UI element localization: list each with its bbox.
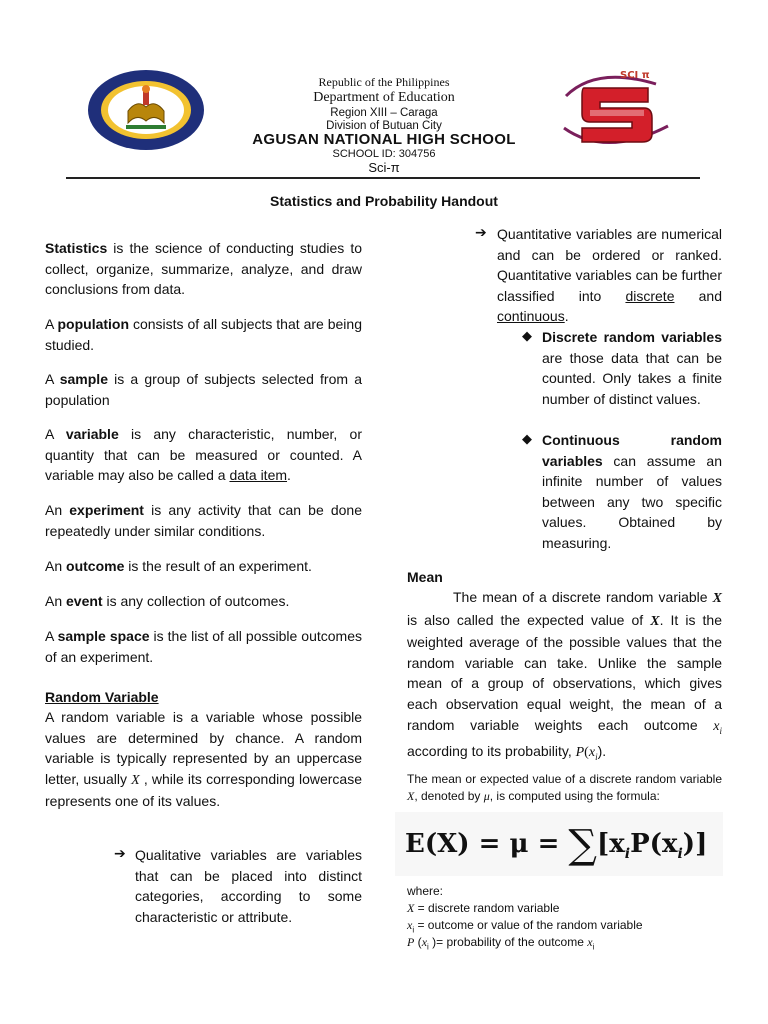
definition-experiment [45, 500, 362, 541]
definition-text: is the result of an experiment. [124, 558, 312, 574]
sci-pi-logo-text: SCI π [620, 70, 650, 81]
diamond-bullet-icon: ◆ [522, 431, 532, 446]
probability-symbol: P [407, 935, 415, 949]
subscript: i [427, 942, 429, 952]
term-statistics: Statistics [45, 240, 108, 256]
summation-icon: ∑ [568, 822, 597, 868]
definition-text: ( [584, 744, 589, 760]
definition-prefix: A [45, 371, 60, 387]
formula-lhs: E(X) = μ = [405, 829, 569, 859]
subscript: i [412, 925, 415, 935]
definition-text: The mean of a discrete random variable [453, 589, 713, 605]
where-label: where: [407, 884, 444, 898]
term-experiment: experiment [69, 502, 144, 518]
header-region: Region XIII – Caraga [330, 107, 438, 119]
definition-text: , is computed using the formula: [489, 789, 660, 803]
definition-x [407, 900, 559, 917]
definition-text: = discrete random variable [414, 901, 560, 915]
formula-rhs: [x [596, 829, 625, 859]
term-continuous: Continuous random variables [542, 432, 722, 469]
term-population: population [57, 316, 130, 332]
mean-heading: Mean [407, 569, 443, 585]
definition-text: can assume an infinite number of values between any two specific values. Obtained by measuring. [542, 452, 722, 551]
definition-sample [45, 369, 362, 410]
definition-sample-space [45, 626, 362, 667]
definition-event [45, 591, 362, 612]
quantitative-definition [497, 224, 722, 327]
definition-text: . It is the weighted average of the possible values that the random variable can take. Unlike the sample mean of a group of observations, which gives each observation equal weight, the mean of a random variable weights each outcome [407, 611, 722, 733]
formula-probability: P(x [630, 829, 678, 859]
data-item-link: data item [229, 467, 288, 484]
definition-text: is any collection of outcomes. [102, 593, 290, 609]
variable-symbol: x [407, 918, 413, 932]
diamond-bullet-icon: ◆ [522, 328, 532, 343]
term-variable: variable [65, 426, 119, 442]
definition-text: ( [414, 935, 422, 949]
definition-prefix: An [45, 502, 70, 518]
definition-text: )= probability of the outcome [428, 935, 588, 949]
definition-text: is also called the expected value of [407, 611, 651, 628]
definition-text: and [674, 287, 722, 304]
qualitative-definition: Qualitative variables are variables that can be placed into distinct categories, according to some characteristic or attribute. [135, 847, 362, 925]
definition-prefix: An [45, 593, 67, 609]
formula-subscript: i [677, 846, 683, 863]
definition-variable [45, 424, 362, 486]
variable-symbol: x [421, 935, 428, 949]
term-sample-space: sample space [57, 628, 150, 644]
variable-symbol: x [588, 744, 596, 760]
definition-text: is the list of all possible outcomes of an experiment. [45, 628, 362, 665]
definition-prefix: A [45, 426, 66, 442]
header-school: AGUSAN NATIONAL HIGH SCHOOL [252, 131, 516, 148]
definition-probability [407, 934, 594, 955]
definition-statistics [45, 238, 362, 300]
school-seal-logo [86, 69, 206, 151]
definition-text: is the science of conducting studies to collect, organize, summarize, analyze, and draw conclusions from data. [45, 240, 362, 298]
definition-text: A random variable is a variable whose possible values are determined by chance. A random variable is typically represented by an uppercase letter, usually [45, 709, 362, 787]
term-outcome: outcome [66, 558, 125, 574]
variable-symbol: X [407, 901, 415, 915]
definition-text: according to its probability, [407, 742, 576, 759]
sci-pi-logo [556, 66, 674, 156]
variable-symbol: X [650, 613, 660, 629]
random-variable-heading: Random Variable [45, 689, 159, 705]
term-sample: sample [59, 371, 108, 387]
variable-symbol: x [713, 718, 720, 734]
mean-definition [407, 587, 722, 767]
handout-title: Statistics and Probability Handout [270, 193, 498, 209]
header-department: Department of Education [313, 90, 455, 105]
definition-text: are those data that can be counted. Only takes a finite number of distinct values. [542, 349, 722, 407]
discrete-link: discrete [625, 287, 675, 304]
definition-text: The mean or expected value of a discrete random variable [407, 772, 722, 786]
subscript: i [592, 942, 595, 952]
definition-suffix: . [287, 467, 291, 484]
term-event: event [66, 593, 103, 609]
header-divider [66, 177, 700, 179]
formula-close: )] [682, 829, 708, 859]
definition-prefix: An [45, 558, 67, 574]
formula-intro [407, 771, 722, 805]
definition-prefix: A [45, 628, 58, 644]
expected-value-formula [395, 812, 723, 876]
subscript: i [595, 751, 598, 762]
variable-symbol: x [587, 935, 593, 949]
definition-text: is any characteristic, number, or quantity that can be measured or counted. A variable may also be called a [45, 426, 362, 484]
definition-text: , denoted by [414, 789, 484, 803]
definition-outcome [45, 556, 362, 577]
header-republic: Republic of the Philippines [318, 75, 450, 89]
definition-text: ). [597, 742, 607, 759]
discrete-definition [542, 327, 722, 409]
arrow-bullet-icon: ➔ [475, 224, 487, 240]
formula-subscript: i [624, 846, 631, 863]
definition-text: Quantitative variables are numerical and can be ordered or ranked. Quantitative variables can be further classified into [497, 226, 722, 304]
definition-population [45, 314, 362, 355]
definition-prefix: A [45, 316, 58, 332]
header-division: Division of Butuan City [326, 120, 442, 132]
definition-text: = outcome or value of the random variable [414, 918, 643, 932]
arrow-bullet-icon: ➔ [114, 845, 126, 861]
variable-symbol: X [407, 789, 415, 803]
term-discrete: Discrete random variables [542, 329, 722, 345]
mu-symbol: μ [483, 789, 490, 803]
definition-text: . [564, 308, 569, 325]
subscript: i [719, 725, 722, 736]
probability-symbol: P [575, 744, 585, 760]
variable-symbol: X [131, 772, 140, 788]
header-program: Sci-π [368, 160, 400, 175]
definition-text: consists of all subjects that are being studied. [45, 316, 362, 353]
definition-text: , while its corresponding lowercase represents one of its values. [45, 770, 362, 810]
random-variable-definition [45, 707, 362, 812]
definition-text: is any activity that can be done repeatedly under similar conditions. [45, 502, 363, 539]
header-school-id: SCHOOL ID: 304756 [332, 148, 436, 160]
continuous-link: continuous [497, 308, 565, 325]
continuous-definition [542, 430, 722, 554]
definition-text: is a group of subjects selected from a population [45, 371, 362, 408]
variable-symbol: X [712, 591, 722, 606]
